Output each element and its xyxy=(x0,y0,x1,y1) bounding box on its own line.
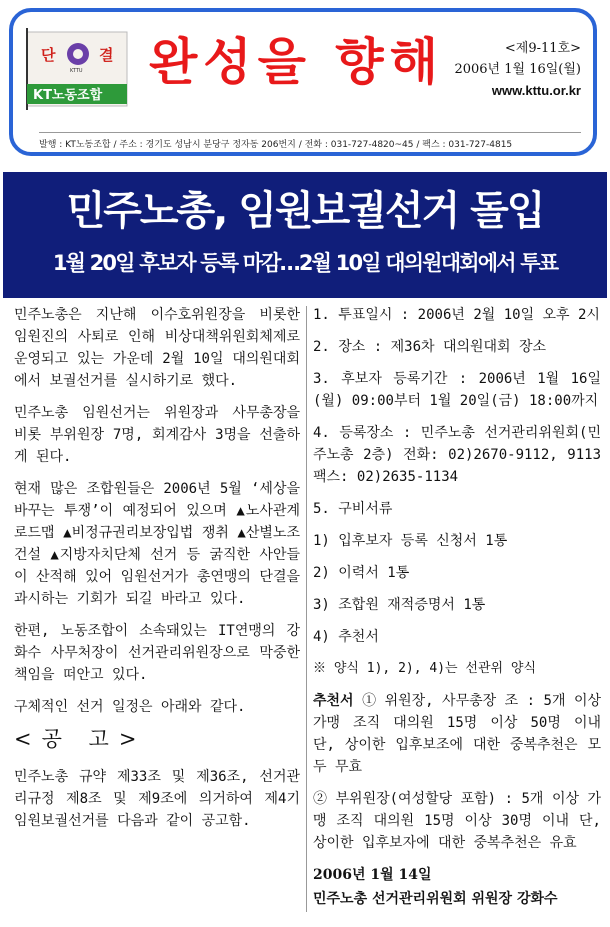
article-paragraph: 민주노총은 지난해 이수호위원장을 비롯한 임원진의 사퇴로 인해 비상대책위원회체제로 운영되고 있는 가운데 2월 10일 대의원대회에서 보궐선거를 실시하기로 했다. xyxy=(14,307,300,389)
document-item: 3) 조합원 재적증명서 1통 xyxy=(313,597,486,613)
article-paragraph: 구체적인 선거 일정은 아래와 같다. xyxy=(14,699,246,715)
announcement-heading: <공 고> xyxy=(14,727,147,751)
schedule-item: 3. 후보자 등록기간 : 2006년 1월 16일(월) 09:00부터 1월 20일(금) 18:00까지 xyxy=(313,371,601,409)
flag-text-dan: 단 xyxy=(41,46,56,64)
issue-date: 2006년 1월 16일(월) xyxy=(454,62,581,77)
headline-banner xyxy=(3,172,607,298)
article-paragraph: 현재 많은 조합원들은 2006년 5월 ‘세상을 바꾸는 투쟁’이 예정되어 있으며 ▲노사관계로드맵 ▲비정규권리보장입법 쟁취 ▲산별노조건설 ▲지방자치단체 선거 등 굵직한 사안들이 산적해 있어 임원선거가 총연맹의 단결을 과시하는 기회가 되길 바라고 있다. xyxy=(14,481,300,607)
announcement-text: 민주노총 규약 제33조 및 제36조, 선거관리규정 제8조 및 제9조에 의거하여 제4기 임원보궐선거를 다음과 같이 공고함. xyxy=(14,769,300,829)
recommend-rule-2: ② 부위원장(여성할당 포함) : 5개 이상 가맹 조직 대의원 15명 이상 30명 이내 단, 상이한 입후보자에 대한 중복추천은 유효 xyxy=(313,791,601,851)
masthead-title: 완성을 향해 xyxy=(149,33,444,91)
article-paragraph: 한편, 노동조합이 소속돼있는 IT연맹의 강화수 사무처장이 선거관리위원장으로 막중한 책임을 떠안고 있다. xyxy=(14,623,300,683)
recommend-rule-1-text: ① 위원장, 사무총장 조 : 5개 이상 가맹 조직 대의원 15명 이상 50명 이내 단, 상이한 입후보조에 대한 중복추천은 모두 무효 xyxy=(313,693,601,775)
recommend-label: 추천서 xyxy=(313,693,354,709)
headline-title: 민주노총, 임원보궐선거 돌입 xyxy=(66,188,544,234)
right-column xyxy=(313,304,601,910)
publisher-line: 발행 : KT노동조합 / 주소 : 경기도 성남시 분당구 정자동 206번지 / 전화 : 031-727-4820~45 / 팩스 : 031-727-4815 xyxy=(39,132,581,150)
issue-number: <제9-11호> xyxy=(504,41,581,56)
flag-text-gyeol: 결 xyxy=(99,46,114,64)
form-note: ※ 양식 1), 2), 4)는 선관위 양식 xyxy=(313,661,537,676)
recommend-rule-1 xyxy=(313,690,601,778)
left-column xyxy=(14,304,300,842)
header-frame xyxy=(9,8,597,156)
schedule-item: 4. 등록장소 : 민주노총 선거관리위원회(민주노총 2층) 전화: 02)2670-9112, 9113 팩스: 02)2635-1134 xyxy=(313,425,601,485)
notice-date: 2006년 1월 14일 xyxy=(313,867,432,883)
document-item: 4) 추천서 xyxy=(313,629,379,645)
flag-banner-text: KT노동조합 xyxy=(33,88,103,103)
column-divider xyxy=(306,306,307,912)
issue-info xyxy=(454,38,581,101)
documents-title: 5. 구비서류 xyxy=(313,501,393,517)
notice-signature: 민주노총 선거관리위원회 위원장 강화수 xyxy=(313,891,558,907)
document-item: 2) 이력서 1통 xyxy=(313,565,410,581)
article-paragraph: 민주노총 임원선거는 위원장과 사무총장을 비롯 부위원장 7명, 회계감사 3명을 선출하게 된다. xyxy=(14,405,300,465)
headline-subtitle: 1월 20일 후보자 등록 마감…2월 10일 대의원대회에서 투표 xyxy=(52,251,558,275)
schedule-item: 2. 장소 : 제36차 대의원대회 장소 xyxy=(313,339,547,355)
document-item: 1) 입후보자 등록 신청서 1통 xyxy=(313,533,508,549)
website-url: www.kttu.or.kr xyxy=(491,83,581,98)
union-flag-logo xyxy=(23,26,128,110)
schedule-item: 1. 투표일시 : 2006년 2월 10일 오후 2시 xyxy=(313,307,600,323)
flag-text-kttu: KTTU xyxy=(70,68,83,74)
